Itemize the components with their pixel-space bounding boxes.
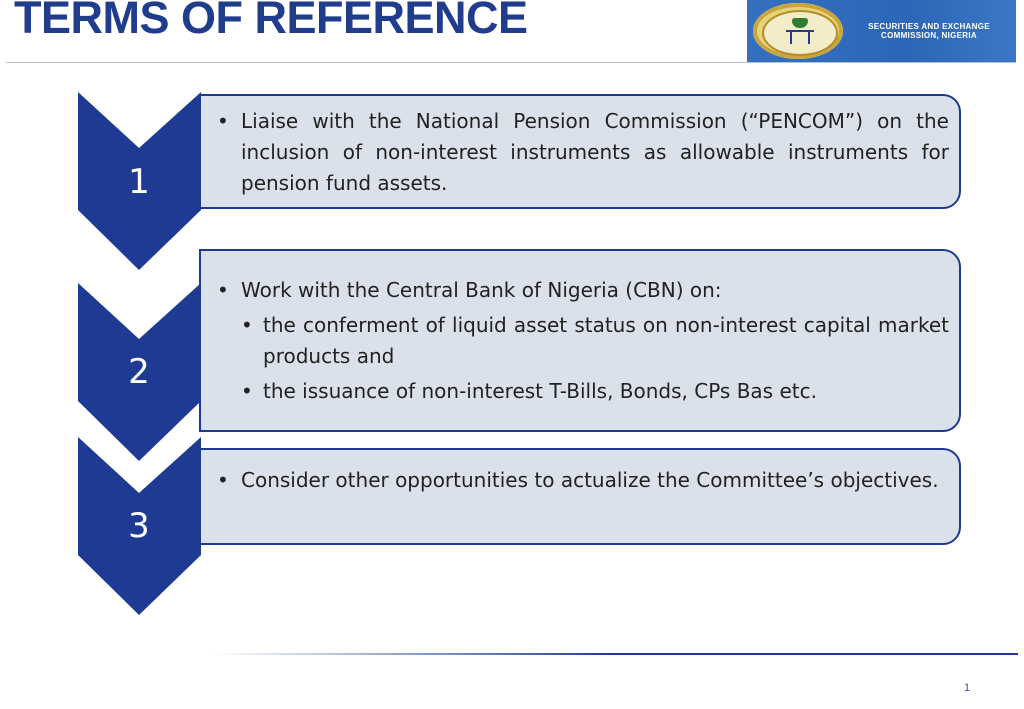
bullet-icon: • — [241, 313, 253, 337]
step-1-box — [199, 94, 961, 209]
logo-text-line2: COMMISSION, NIGERIA — [881, 31, 977, 40]
step-2-text: Work with the Central Bank of Nigeria (CBN) on: — [241, 278, 722, 302]
logo-text — [849, 22, 1009, 40]
step-3-bullet — [217, 465, 949, 496]
step-3-text: Consider other opportunities to actualize the Committee’s objectives. — [241, 468, 939, 492]
bullet-icon: • — [217, 468, 229, 492]
logo-text-line1: SECURITIES AND EXCHANGE — [868, 22, 990, 31]
step-2-bullet — [217, 275, 949, 306]
step-2-sub-bullet-2 — [241, 376, 949, 407]
step-3-box — [199, 448, 961, 545]
step-2-box — [199, 249, 961, 432]
step-2-sub-text-2: the issuance of non-interest T-Bills, Bonds, CPs Bas etc. — [263, 379, 817, 403]
step-number-1: 1 — [128, 162, 150, 202]
bullet-icon: • — [217, 278, 229, 302]
step-number-3: 3 — [128, 506, 150, 546]
step-1-bullet — [217, 106, 949, 199]
sec-nigeria-logo — [747, 0, 1016, 62]
bullet-icon: • — [217, 109, 229, 133]
bullet-icon: • — [241, 379, 253, 403]
step-number-2: 2 — [128, 352, 150, 392]
step-2-sub-text-1: the conferment of liquid asset status on non-interest capital market products and — [263, 313, 949, 368]
page-number: 1 — [964, 682, 971, 694]
page-title: TERMS OF REFERENCE — [14, 0, 528, 43]
footer-divider — [212, 653, 1018, 655]
sec-seal-icon — [753, 3, 843, 59]
step-1-text: Liaise with the National Pension Commission (“PENCOM”) on the inclusion of non-interest instruments as allowable instruments for pension fund assets. — [241, 109, 949, 195]
step-2-sub-bullet-1 — [241, 310, 949, 372]
